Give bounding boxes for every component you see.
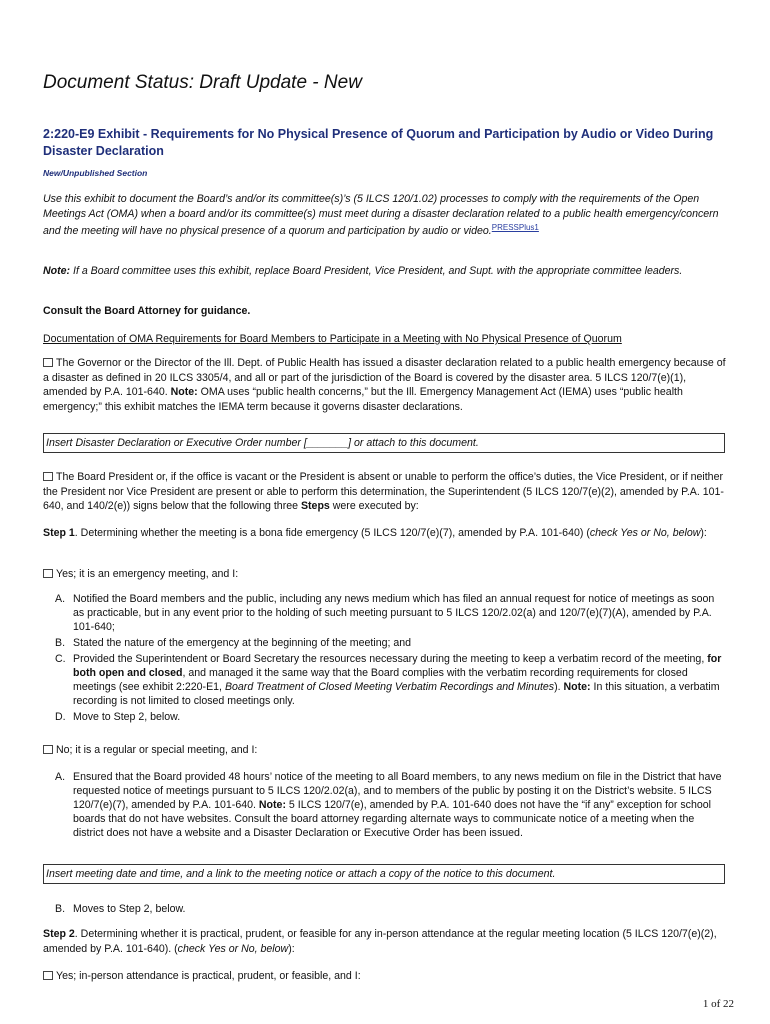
step2-label: Step 2 — [43, 928, 75, 940]
step2-yes-checkbox[interactable] — [43, 971, 53, 980]
list-item — [55, 902, 725, 916]
president-checkbox[interactable] — [43, 472, 53, 481]
step1-instruction: check Yes or No, below — [589, 527, 701, 539]
list-item-text: Stated the nature of the emergency at the beginning of the meeting; and — [73, 637, 412, 649]
step1-paragraph — [43, 526, 733, 541]
step1-no-option — [43, 743, 733, 758]
step2-yes-label: Yes; in-person attendance is practical, prudent, or feasible, and I: — [56, 970, 361, 982]
step1-end: ): — [700, 527, 707, 539]
page-title: 2:220-E9 Exhibit - Requirements for No Physical Presence of Quorum and Participation by Audio or Video During Disaster Declaration — [43, 127, 714, 158]
step1-yes-label: Yes; it is an emergency meeting, and I: — [56, 568, 239, 580]
list-item-text: ). — [554, 681, 564, 693]
exhibit-title: Board Treatment of Closed Meeting Verbatim Recordings and Minutes — [224, 681, 555, 693]
step1-no-checkbox[interactable] — [43, 745, 53, 754]
list-item — [55, 770, 725, 840]
governor-note-label: Note: — [170, 386, 198, 398]
governor-text: The Governor or the Director of the Ill. Dept. of Public Health has issued a disaster declaration related to a public health emergency because of a disaster as defined in 20 ILCS 3305/4, and all or part of the jurisdiction of the Board is covered by the disaster area. 5 ILCS 120/7(e)(1), amended by P.A. 101-640. — [43, 357, 726, 398]
note-paragraph — [43, 264, 733, 279]
page-number: 1 of 22 — [702, 998, 734, 1010]
documentation-title: Documentation of OMA Requirements for Board Members to Participate in a Meeting with No Physical Presence of Quorum — [43, 333, 622, 345]
list-marker: C. — [55, 653, 66, 665]
step1-no-label: No; it is a regular or special meeting, and I: — [56, 744, 258, 756]
note-label: Note: — [563, 681, 591, 693]
president-text-end: were executed by: — [329, 500, 419, 512]
intro-paragraph — [43, 192, 733, 239]
governor-note-text: OMA uses “public health concerns,” but the Ill. Emergency Management Act (IEMA) uses “public health emergency;” this exhibit matches the IEMA term because it governs disaster declarations. — [43, 386, 683, 413]
step1-yes-list — [55, 592, 725, 726]
meeting-notice-field[interactable]: Insert meeting date and time, and a link to the meeting notice or attach a copy of the notice to this document. — [43, 864, 725, 884]
press-plus-link[interactable]: PRESSPlus1 — [491, 223, 539, 232]
list-marker: A. — [55, 593, 66, 605]
list-item-text: In this situation, a verbatim recording is not limited to closed meetings only. — [73, 681, 720, 707]
step2-paragraph — [43, 927, 733, 956]
list-item-text: Ensured that the Board provided 48 hours’ notice of the meeting to all Board members, to any news medium on file in the District that have requested notice of meetings pursuant to 5 ILCS 120/2.02(a), and to members of the public by posting it on the District’s website. 5 ILCS 120/7(e)(7), amended by P.A. 101-640. — [73, 771, 722, 811]
list-marker: A. — [55, 771, 66, 783]
list-marker: D. — [55, 711, 66, 723]
list-marker: B. — [55, 637, 66, 649]
list-item-bold: for both open and closed — [73, 653, 722, 679]
steps-label: Steps — [300, 500, 330, 512]
step2-text: . Determining whether it is practical, prudent, or feasible for any in-person attendance at the regular meeting location (5 ILCS 120/7(e)(2), amended by P.A. 101-640). ( — [43, 928, 717, 955]
list-item — [55, 710, 725, 724]
president-text: The Board President or, if the office is vacant or the President is absent or unable to perform the office’s duties, the Vice President, or if neither the President nor Vice President are present or able to perform this determination, the Superintendent (5 ILCS 120/7(e)(2), amended by P.A. 101-640, and 140/2(e)) signs below that the following three — [43, 471, 724, 512]
note-text: If a Board committee uses this exhibit, replace Board President, Vice President, and Supt. with the appropriate committee leaders. — [70, 265, 683, 277]
governor-checkbox[interactable] — [43, 358, 53, 367]
list-item — [55, 636, 725, 650]
list-item-text: Moves to Step 2, below. — [73, 903, 186, 915]
list-item-text: Notified the Board members and the public, including any news medium which has filed an annual request for notice of meetings as soon as practicable, but in any event prior to the holding of such meeting pursuant to 5 ILCS 120/2.02(a) and 120/7(e)(7)(A), amended by P.A. 101-640; — [73, 593, 715, 633]
step1-text: . Determining whether the meeting is a bona fide emergency (5 ILCS 120/7(e)(7), amended by P.A. 101-640) ( — [74, 527, 590, 539]
consult-attorney: Consult the Board Attorney for guidance. — [43, 305, 251, 317]
step2-instruction: check Yes or No, below — [177, 942, 289, 955]
step2-end: ): — [288, 942, 295, 955]
intro-text: Use this exhibit to document the Board’s and/or its committee(s)’s (5 ILCS 120/1.02) processes to comply with the requirements of the Open Meetings Act (OMA) when a board and/or its committee(s) must meet during a disaster declaration related to a public health emergency/concern and the meeting will have no physical presence of a quorum and participation by audio or video. — [43, 193, 719, 237]
step2-yes-option — [43, 969, 733, 984]
list-item — [55, 592, 725, 634]
list-item-text: Move to Step 2, below. — [73, 711, 181, 723]
note-label: Note: — [258, 799, 286, 811]
step1-yes-option — [43, 567, 733, 582]
list-item — [55, 652, 725, 708]
president-item — [43, 470, 733, 514]
step1-label: Step 1 — [43, 527, 75, 539]
step1-no-list — [55, 770, 725, 842]
governor-declaration-item — [43, 356, 733, 414]
list-marker: B. — [55, 903, 66, 915]
list-item-text: 5 ILCS 120/7(e), amended by P.A. 101-640 does not have the “if any” exception for school boards that do not have websites. Consult the board attorney regarding alternate ways to communicate notice of a meeting when the district does not have a website and a Disaster Declaration or Executive Order has been issued. — [73, 799, 711, 839]
list-item-text: , and managed it the same way that the Board complies with the verbatim recording requirements for closed meetings (see exhibit 2:220-E1, — [73, 667, 688, 693]
note-label: Note: — [43, 265, 71, 277]
disaster-declaration-field[interactable]: Insert Disaster Declaration or Executive Order number [_______] or attach to this document. — [43, 433, 725, 453]
list-item-text: Provided the Superintendent or Board Secretary the resources necessary during the meeting to keep a verbatim record of the meeting, — [73, 653, 708, 665]
document-status: Document Status: Draft Update - New — [43, 72, 362, 93]
step1-yes-checkbox[interactable] — [43, 569, 53, 578]
step1-no-list-continued — [55, 902, 725, 918]
new-section-label: New/Unpublished Section — [43, 168, 148, 178]
